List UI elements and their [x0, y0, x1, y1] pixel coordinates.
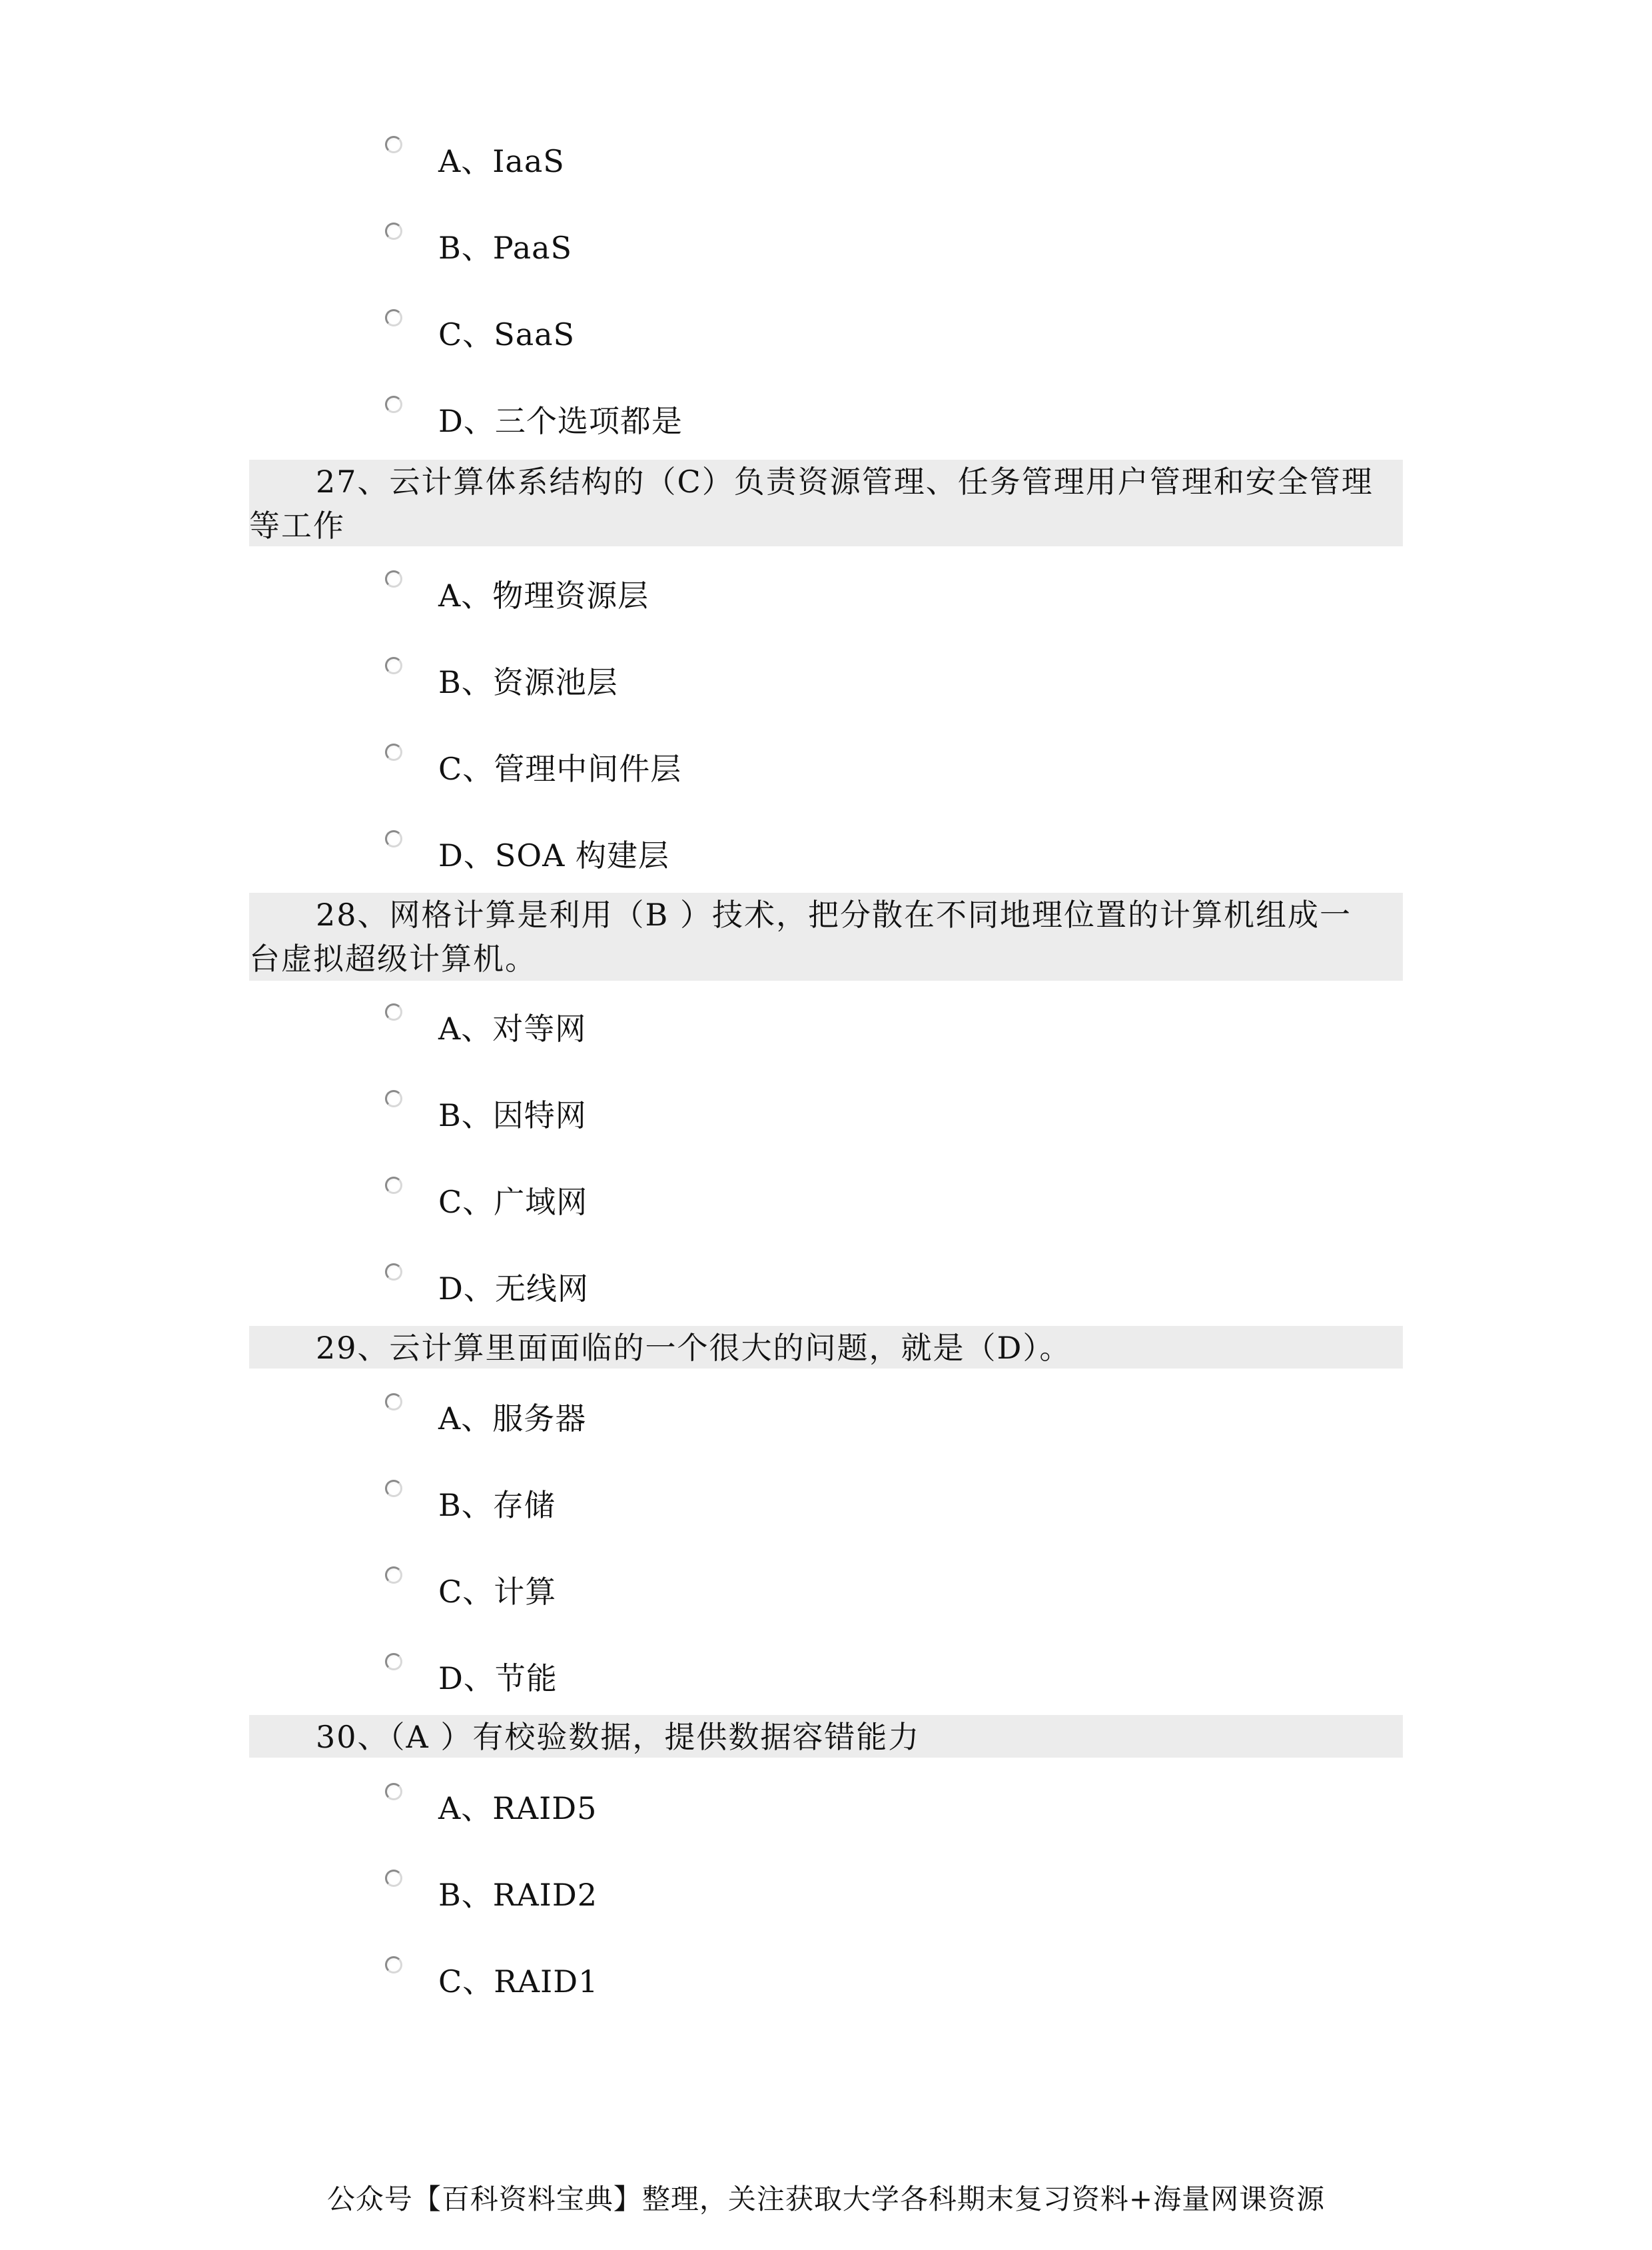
question-28	[249, 893, 1403, 981]
radio-button-icon[interactable]	[385, 1480, 402, 1497]
question-28-text-line1: 28、网格计算是利用（B ）技术，把分散在不同地理位置的计算机组成一	[316, 897, 1352, 933]
radio-button-icon[interactable]	[385, 744, 402, 761]
option-label: A、IaaS	[438, 143, 565, 179]
radio-button-icon[interactable]	[385, 1783, 402, 1800]
option-label: C、管理中间件层	[438, 751, 682, 787]
radio-button-icon[interactable]	[385, 309, 402, 326]
option-label: B、资源池层	[438, 664, 618, 700]
question-27-text-line2: 等工作	[249, 508, 345, 544]
option-label: C、广域网	[438, 1184, 588, 1220]
option-label: B、PaaS	[438, 230, 573, 266]
radio-button-icon[interactable]	[385, 1177, 402, 1194]
radio-button-icon[interactable]	[385, 830, 402, 847]
radio-button-icon[interactable]	[385, 570, 402, 588]
radio-button-icon[interactable]	[385, 657, 402, 674]
radio-button-icon[interactable]	[385, 1263, 402, 1281]
radio-button-icon[interactable]	[385, 136, 402, 153]
radio-button-icon[interactable]	[385, 1393, 402, 1410]
question-29	[249, 1326, 1403, 1369]
option-label: A、服务器	[438, 1401, 587, 1436]
option-label: A、物理资源层	[438, 578, 649, 614]
question-28-text-line2: 台虚拟超级计算机。	[249, 941, 537, 977]
option-label: B、RAID2	[438, 1877, 598, 1913]
radio-button-icon[interactable]	[385, 1566, 402, 1584]
radio-button-icon[interactable]	[385, 1653, 402, 1670]
radio-button-icon[interactable]	[385, 1090, 402, 1107]
option-label: C、SaaS	[438, 316, 576, 352]
radio-button-icon[interactable]	[385, 1003, 402, 1021]
option-label: A、RAID5	[438, 1790, 598, 1826]
option-label: D、三个选项都是	[438, 403, 683, 439]
option-label: D、无线网	[438, 1271, 589, 1307]
page-footer: 公众号【百科资料宝典】整理，关注获取大学各科期末复习资料+海量网课资源	[326, 2183, 1326, 2215]
option-label: C、计算	[438, 1574, 557, 1610]
question-27-text-line1: 27、云计算体系结构的（C）负责资源管理、任务管理用户管理和安全管理	[316, 464, 1374, 500]
option-label: B、存储	[438, 1487, 556, 1523]
radio-button-icon[interactable]	[385, 396, 402, 413]
question-30-text: 30、（A ）有校验数据，提供数据容错能力	[316, 1719, 921, 1755]
option-label: A、对等网	[438, 1011, 587, 1047]
question-27	[249, 460, 1403, 546]
radio-button-icon[interactable]	[385, 1870, 402, 1887]
option-label: C、RAID1	[438, 1964, 599, 1999]
option-label: D、SOA 构建层	[438, 838, 669, 873]
question-30	[249, 1715, 1403, 1758]
option-label: B、因特网	[438, 1097, 587, 1133]
radio-button-icon[interactable]	[385, 1956, 402, 1973]
question-29-text: 29、云计算里面面临的一个很大的问题，就是（D）。	[316, 1330, 1072, 1366]
option-label: D、节能	[438, 1660, 558, 1696]
radio-button-icon[interactable]	[385, 223, 402, 240]
